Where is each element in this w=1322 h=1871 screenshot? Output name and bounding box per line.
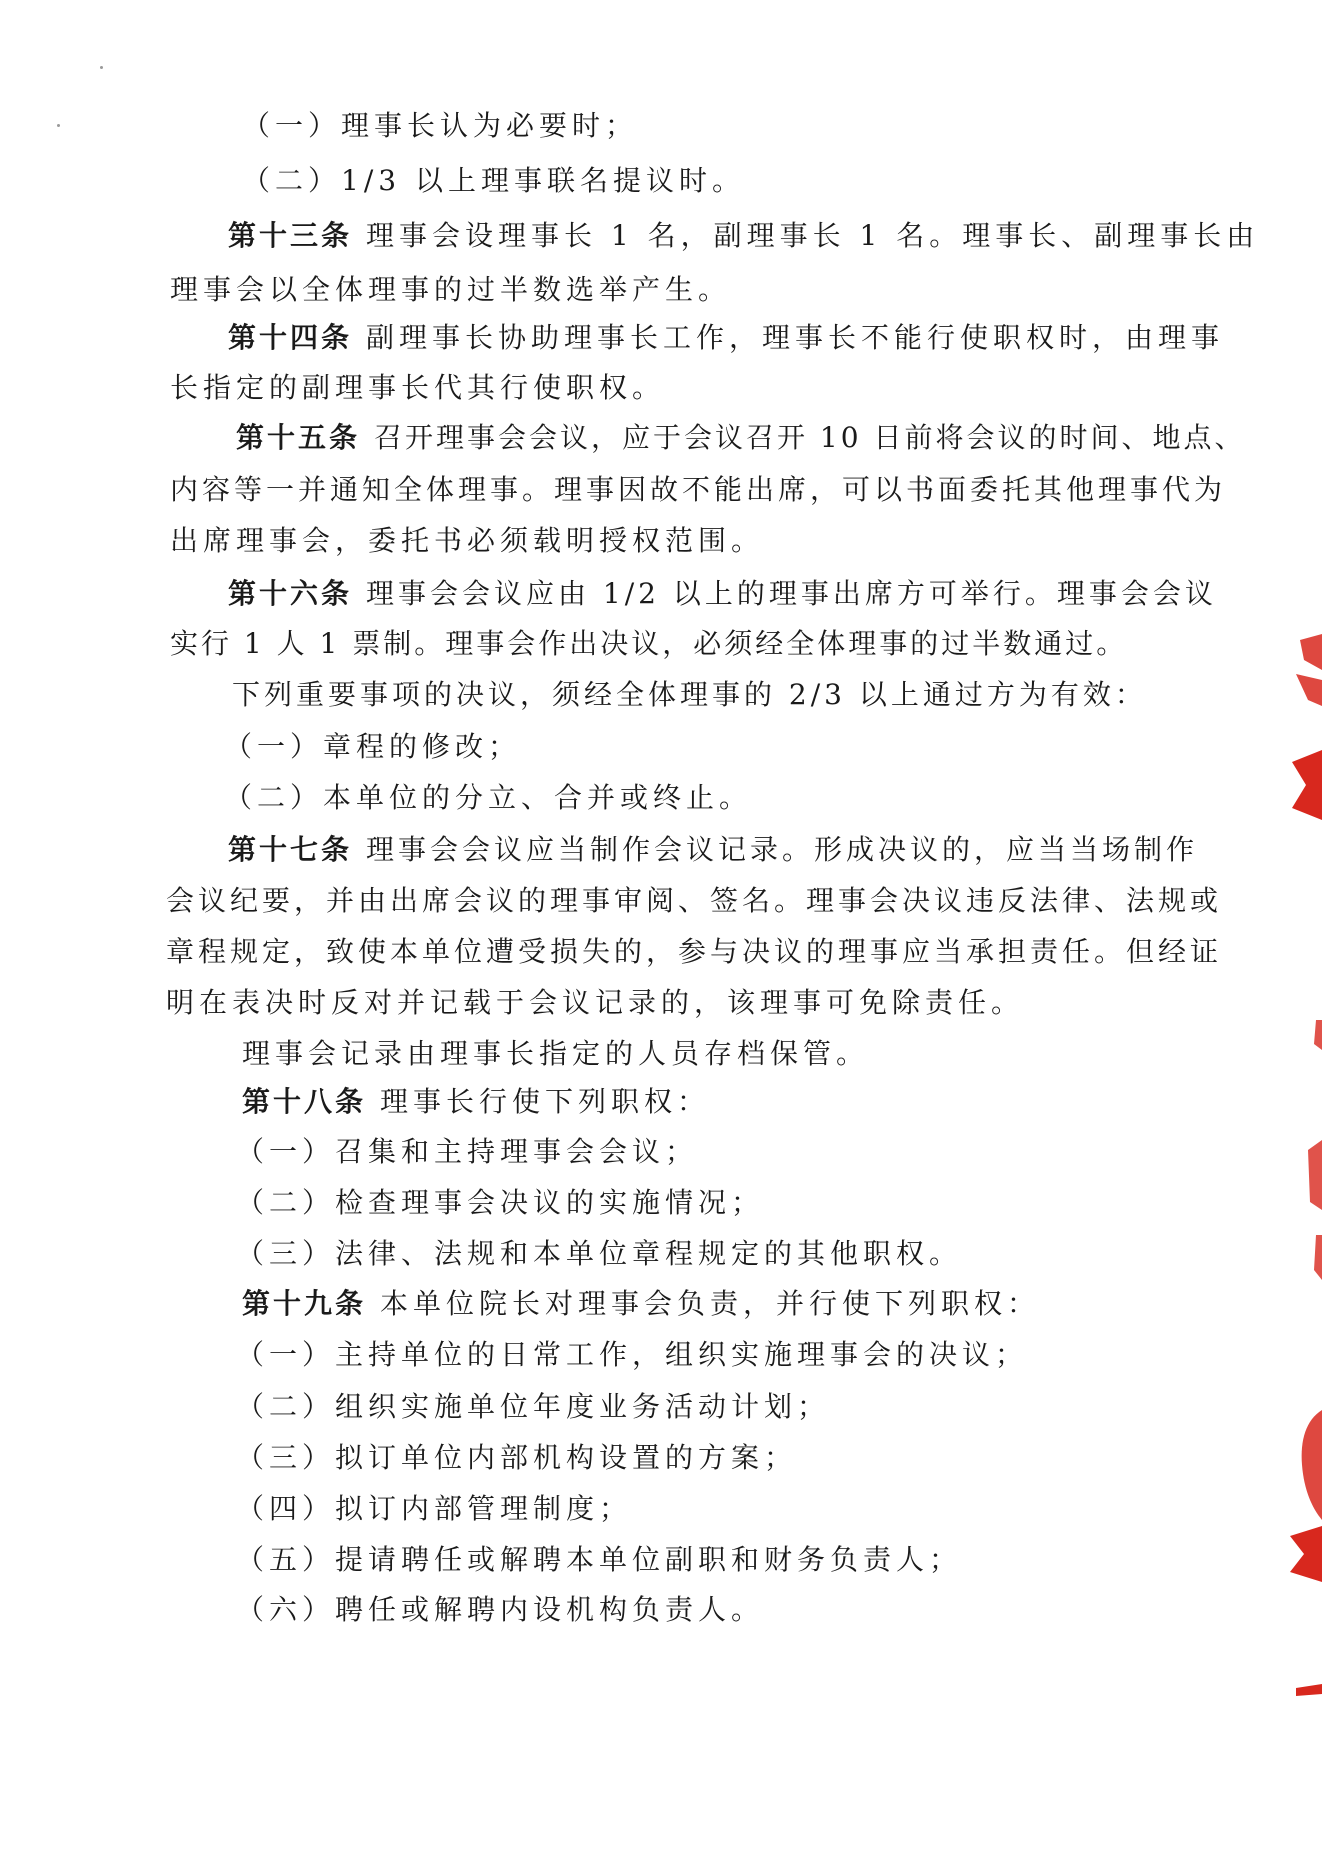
text-line: 内容等一并通知全体理事。理事因故不能出席，可以书面委托其他理事代为 (170, 473, 1227, 506)
text-line: 长指定的副理事长代其行使职权。 (170, 371, 666, 404)
scan-speck (57, 124, 60, 127)
text-line: （二）检查理事会决议的实施情况； (236, 1186, 765, 1219)
red-star-fragment (1286, 750, 1322, 820)
article-heading: 第十八条 (242, 1085, 367, 1118)
article-13-line: 第十三条 理事会设理事长 1 名，副理事长 1 名。理事长、副理事长由 (228, 219, 1260, 252)
text-line: 明在表决时反对并记载于会议记录的，该理事可免除责任。 (166, 986, 1025, 1019)
article-16-line: 第十六条 理事会会议应由 1/2 以上的理事出席方可举行。理事会会议 (228, 577, 1217, 610)
article-17-line: 第十七条 理事会会议应当制作会议记录。形成决议的，应当当场制作 (228, 833, 1199, 866)
article-15-line: 第十五条 召开理事会会议，应于会议召开 10 日前将会议的时间、地点、 (236, 421, 1246, 454)
red-seal-fragment (1286, 1410, 1322, 1520)
text-line: （一）主持单位的日常工作，组织实施理事会的决议； (236, 1338, 1029, 1371)
text-line: （四）拟订内部管理制度； (236, 1492, 633, 1525)
scan-speck (100, 66, 103, 69)
text-line: （二）本单位的分立、合并或终止。 (224, 781, 753, 814)
red-seal-fragment (1286, 1020, 1322, 1280)
text-line: 理事会记录由理事长指定的人员存档保管。 (242, 1037, 870, 1070)
text-line: （六）聘任或解聘内设机构负责人。 (236, 1593, 765, 1626)
article-heading: 第十九条 (242, 1287, 367, 1320)
article-19-line: 第十九条 本单位院长对理事会负责，并行使下列职权： (242, 1287, 1041, 1320)
text-line: 会议纪要，并由出席会议的理事审阅、签名。理事会决议违反法律、法规或 (166, 884, 1223, 917)
text-line: 下列重要事项的决议，须经全体理事的 2/3 以上通过方为有效： (232, 678, 1147, 711)
text-line: 理事会以全体理事的过半数选举产生。 (170, 273, 732, 306)
article-14-line: 第十四条 副理事长协助理事长工作，理事长不能行使职权时，由理事 (228, 321, 1225, 354)
red-seal-fragment (1286, 1664, 1322, 1698)
text-line: （一）章程的修改； (224, 730, 522, 763)
text-line: 章程规定，致使本单位遭受损失的，参与决议的理事应当承担责任。但经证 (166, 935, 1223, 968)
article-heading: 第十六条 (228, 577, 353, 610)
article-heading: 第十三条 (228, 219, 353, 252)
text-line: 出席理事会，委托书必须载明授权范围。 (170, 524, 765, 557)
text-line: （二）组织实施单位年度业务活动计划； (236, 1390, 831, 1423)
red-star-fragment (1286, 1524, 1322, 1584)
red-seal-fragment (1286, 630, 1322, 710)
text-line: 实行 1 人 1 票制。理事会作出决议，必须经全体理事的过半数通过。 (170, 627, 1128, 660)
article-heading: 第十七条 (228, 833, 353, 866)
article-heading: 第十五条 (236, 421, 361, 454)
text-line: （五）提请聘任或解聘本单位副职和财务负责人； (236, 1543, 963, 1576)
article-18-line: 第十八条 理事长行使下列职权： (242, 1085, 711, 1118)
text-line: （三）拟订单位内部机构设置的方案； (236, 1441, 798, 1474)
text-line: （二）1/3 以上理事联名提议时。 (242, 164, 745, 197)
text-line: （三）法律、法规和本单位章程规定的其他职权。 (236, 1237, 963, 1270)
text-line: （一）召集和主持理事会会议； (236, 1135, 699, 1168)
text-line: （一）理事长认为必要时； (242, 109, 639, 142)
article-heading: 第十四条 (228, 321, 353, 354)
